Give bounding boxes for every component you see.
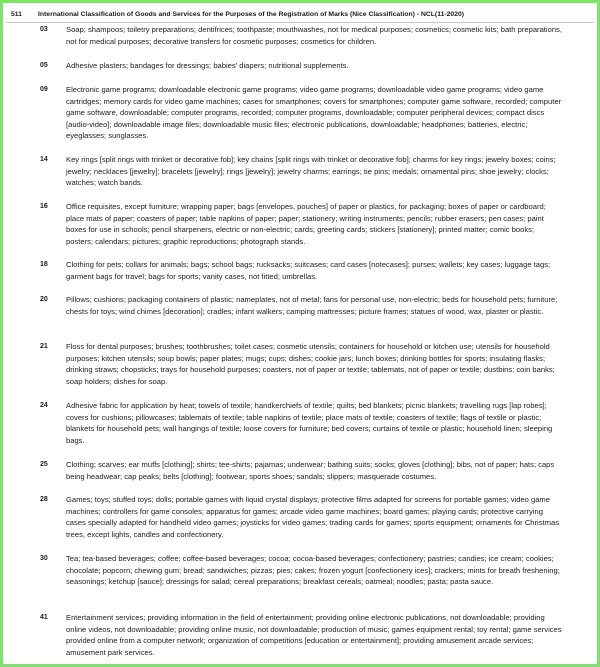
class-description: Games; toys; stuffed toys; dolls; portable games with liquid crystal displays; protective films adapted for screens for portable games; video game machines; controllers for game consoles; apparatus for games; arcade video game machines; board games; playing cards; protective carrying cases specially adapted for handheld video games; joysticks for video games; trading cards for games; sports equipment; ornaments for Christmas trees, except lights, candles and confectionery. [66, 495, 559, 539]
class-number: 05 [40, 62, 48, 69]
class-number: 18 [40, 261, 48, 268]
field-title: International Classification of Goods and Services for the Purposes of the Registration of Marks (Nice Classification) - NCL(11-2020) [38, 10, 465, 18]
class-number: 41 [40, 614, 48, 621]
class-description: Soap; shampoos; toiletry preparations; dentifrices; toothpaste; mouthwashes, not for medical purposes; cosmetics; cosmetic kits; bath preparations, not for medical purposes; decorative transfers for cosmetic purposes; cosmetics for children. [66, 25, 562, 46]
class-number: 09 [40, 86, 48, 93]
class-number: 21 [40, 343, 48, 350]
class-number: 25 [40, 461, 48, 468]
class-number: 16 [40, 203, 48, 210]
class-number: 30 [40, 555, 48, 562]
class-description: Key rings [split rings with trinket or decorative fob]; key chains [split rings with trinket or decorative fob]; charms for key rings; jewelry boxes; coins; jewelry; necklaces [jewelry]; bracelets [jewelry]; rings [jewelry]; jewelry charms; earrings; tie pins; medals; ornamental pins; shoe jewelry; clocks; watches; watch bands. [66, 155, 556, 188]
class-description: Clothing for pets; collars for animals; bags; school bags; rucksacks; suitcases; card cases [notecases]; purses; wallets; key cases; luggage tags; garment bags for travel; bags for sports; vanity cases, not fitted; umbrellas. [66, 260, 551, 281]
class-description: Adhesive plasters; bandages for dressings; babies' diapers; nutritional supplements. [66, 61, 349, 70]
class-description: Office requisites, except furniture; wrapping paper; bags [envelopes, pouches] of paper or plastics, for packaging; boxes of paper or cardboard; place mats of paper; coasters of paper; table napkins of paper; paper; stationery; writing instruments; pencils; rubber erasers; pen cases; paint boxes for use in schools; pencil sharpeners, electric or non-electric; cards; greeting cards; stickers [stationery]; printed matter; comic books; posters; calendars; pictures; graphic reproductions; photograph stands. [66, 202, 546, 246]
field-code: 511 [11, 10, 22, 18]
class-number: 14 [40, 156, 48, 163]
class-description: Tea; tea-based beverages; coffee; coffee-based beverages; cocoa; cocoa-based beverages; confectionery; pastries; candies; ice cream; cookies; chocolate; popcorn; chewing gum; bread; sandwiches; pizzas; pies; cakes; frozen yogurt [confectionery ices]; crackers; mints for breath freshening; seasonings; ketchup [sauce]; dressings for salad; cereal preparations; breakfast cereals; oatmeal; noodles; pasta; pasta sauce. [66, 554, 560, 587]
class-number: 03 [40, 26, 48, 33]
class-description: Floss for dental purposes; brushes; toothbrushes; toilet cases; cosmetic utensils; containers for household or kitchen use; utensils for household purposes; kitchen utensils; soup bowls; paper plates; mugs; cups; dishes; cookie jars; lunch boxes; drinking bottles for sports; insulating flasks; drinking straws; chopsticks; trays for household purposes; coasters, not of paper or textile; tablemats, not of paper or textile; dustbins; coin banks; soap holders; dishes for soap. [66, 342, 555, 386]
class-number: 24 [40, 402, 48, 409]
class-number: 20 [40, 296, 48, 303]
class-description: Entertainment services; providing information in the field of entertainment; providing online electronic publications, not downloadable; providing online videos, not downloadable; providing online music, not downloadable; production of music; games equipment rental; toy rental; game services provided online from a computer network; organization of competitions [education or entertainment]; providing amusement arcade services; amusement park services. [66, 613, 562, 657]
class-description: Electronic game programs; downloadable electronic game programs; video game programs; downloadable video game programs; video game cartridges; memory cards for video game machines; cases for smartphones; covers for smartphones; computer game software, recorded; computer game software, downloadable; computer programs, recorded; computer programs, downloadable; computer peripheral devices; compact discs [audio-video]; downloadable image files; downloadable music files; electronic publications, downloadable; headphones; batteries, electric; eyeglasses; sunglasses. [66, 85, 562, 141]
class-description: Adhesive fabric for application by heat; towels of textile; handkerchiefs of textile; quilts; bed blankets; picnic blankets; travelling rugs [lap robes]; covers for cushions; pillowcases; tablemats of textile; table napkins of textile; place mats of textile; coasters of textile; flags of textile or plastic; blankets for household pets; wall hangings of textile; loose covers for furniture; bed covers; curtains of textile or plastic; household linen; sleeping bags. [66, 401, 553, 445]
class-description: Clothing; scarves; ear muffs [clothing]; shirts; tee-shirts; pajamas; underwear; bathing suits; socks; gloves [clothing]; bibs, not of paper; hats; caps being headwear; cap peaks; belts [clothing]; footwear; sports shoes; sandals; slippers; masquerade costumes. [66, 460, 555, 481]
class-description: Pillows; cushions; packaging containers of plastic; nameplates, not of metal; fans for personal use, non-electric; beds for household pets; furniture; chests for toys; wind chimes [decoration]; cradles; infant walkers; camping mattresses; picture frames; statues of wood, wax, plaster or plastic. [66, 295, 558, 316]
class-number: 28 [40, 496, 48, 503]
